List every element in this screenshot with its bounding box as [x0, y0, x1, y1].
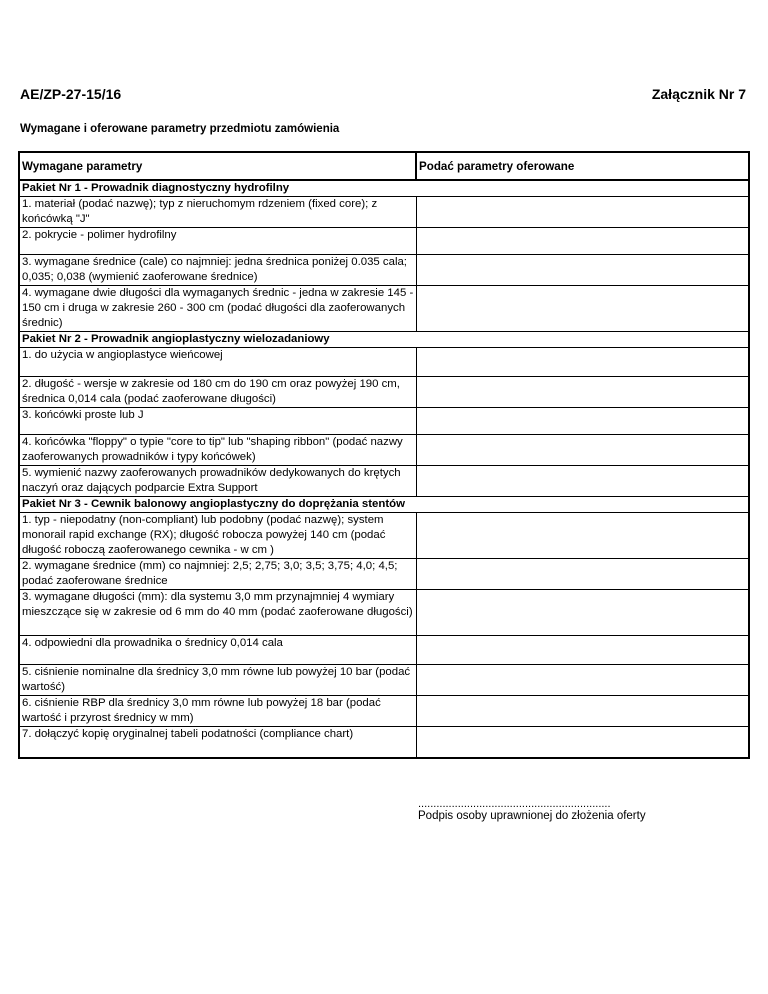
table-row [19, 255, 749, 286]
requirement-text: 4. wymagane dwie długości dla wymaganych średnic - jedna w zakresie 145 - 150 cm i druga w zakresie 260 - 300 cm (podać długości dla zaoferowanych średnic) [19, 286, 416, 332]
requirement-text: 2. wymagane średnice (mm) co najmniej: 2,5; 2,75; 3,0; 3,5; 3,75; 4,0; 4,5; podać zaoferowane średnice [19, 559, 416, 590]
requirement-text: 5. wymienić nazwy zaoferowanych prowadników dedykowanych do krętych naczyń oraz dających podparcie Extra Support [19, 466, 416, 497]
requirement-text: 3. wymagane długości (mm): dla systemu 3,0 mm przynajmniej 4 wymiary mieszczące się w zakresie od 6 mm do 40 mm (podać zaoferowane długości) [19, 590, 416, 636]
parameters-table [18, 151, 750, 759]
requirement-text: 3. końcówki proste lub J [19, 408, 416, 435]
table-row [19, 228, 749, 255]
table-row [19, 348, 749, 377]
requirement-text: 4. końcówka "floppy" o typie "core to tip" lub "shaping ribbon" (podać nazwy zaoferowanych prowadników i typy końcówek) [19, 435, 416, 466]
table-row [19, 727, 749, 759]
requirement-text: 4. odpowiedni dla prowadnika o średnicy 0,014 cala [19, 636, 416, 665]
table-row [19, 636, 749, 665]
offered-cell[interactable] [416, 286, 749, 332]
offered-cell[interactable] [416, 435, 749, 466]
offered-cell[interactable] [416, 377, 749, 408]
package-row [19, 332, 749, 348]
offered-cell[interactable] [416, 636, 749, 665]
requirement-text: 1. typ - niepodatny (non-compliant) lub podobny (podać nazwę); system monorail rapid exchange (RX); długość robocza powyżej 140 cm (podać długość roboczą zaoferowanego cewnika - w cm ) [19, 513, 416, 559]
offered-cell[interactable] [416, 180, 749, 197]
offered-cell[interactable] [416, 197, 749, 228]
offered-cell[interactable] [416, 513, 749, 559]
table-row [19, 408, 749, 435]
table-row [19, 696, 749, 727]
offered-cell[interactable] [416, 348, 749, 377]
annex-number: Załącznik Nr 7 [651, 86, 746, 102]
table-header-row [19, 152, 749, 180]
signature-line: ............................................................... [418, 798, 611, 810]
package-3-title: Pakiet Nr 3 - Cewnik balonowy angioplastyczny do doprężania stentów [19, 497, 416, 513]
table-row [19, 377, 749, 408]
requirement-text: 6. ciśnienie RBP dla średnicy 3,0 mm równe lub powyżej 18 bar (podać wartość i przyrost średnicy w mm) [19, 696, 416, 727]
table-row [19, 466, 749, 497]
offered-cell[interactable] [416, 696, 749, 727]
col-required-header: Wymagane parametry [19, 152, 416, 180]
requirement-text: 5. ciśnienie nominalne dla średnicy 3,0 mm równe lub powyżej 10 bar (podać wartość) [19, 665, 416, 696]
offered-cell[interactable] [416, 727, 749, 759]
offered-cell[interactable] [416, 590, 749, 636]
signature-label: Podpis osoby uprawnionej do złożenia oferty [418, 810, 646, 822]
offered-cell[interactable] [416, 559, 749, 590]
requirement-text: 7. dołączyć kopię oryginalnej tabeli podatności (compliance chart) [19, 727, 416, 759]
package-1-title: Pakiet Nr 1 - Prowadnik diagnostyczny hydrofilny [19, 180, 416, 197]
package-row [19, 180, 749, 197]
package-row [19, 497, 749, 513]
requirement-text: 2. długość - wersje w zakresie od 180 cm do 190 cm oraz powyżej 190 cm, średnica 0,014 cala (podać zaoferowane długości) [19, 377, 416, 408]
table-row [19, 590, 749, 636]
requirement-text: 2. pokrycie - polimer hydrofilny [19, 228, 416, 255]
offered-cell[interactable] [416, 228, 749, 255]
document-reference: AE/ZP-27-15/16 [20, 86, 122, 102]
package-2-title: Pakiet Nr 2 - Prowadnik angioplastyczny wielozadaniowy [19, 332, 416, 348]
offered-cell[interactable] [416, 497, 749, 513]
table-row [19, 513, 749, 559]
requirement-text: 1. materiał (podać nazwę); typ z nieruchomym rdzeniem (fixed core); z końcówką "J" [19, 197, 416, 228]
table-row [19, 286, 749, 332]
requirement-text: 1. do użycia w angioplastyce wieńcowej [19, 348, 416, 377]
table-row [19, 197, 749, 228]
offered-cell[interactable] [416, 665, 749, 696]
table-row [19, 435, 749, 466]
col-offered-header: Podać parametry oferowane [416, 152, 749, 180]
offered-cell[interactable] [416, 466, 749, 497]
offered-cell[interactable] [416, 332, 749, 348]
document-subtitle: Wymagane i oferowane parametry przedmiotu zamówienia [20, 123, 340, 135]
table-row [19, 559, 749, 590]
offered-cell[interactable] [416, 408, 749, 435]
offered-cell[interactable] [416, 255, 749, 286]
table-row [19, 665, 749, 696]
requirement-text: 3. wymagane średnice (cale) co najmniej: jedna średnica poniżej 0.035 cala; 0,035; 0,038 (wymienić zaoferowane średnice) [19, 255, 416, 286]
